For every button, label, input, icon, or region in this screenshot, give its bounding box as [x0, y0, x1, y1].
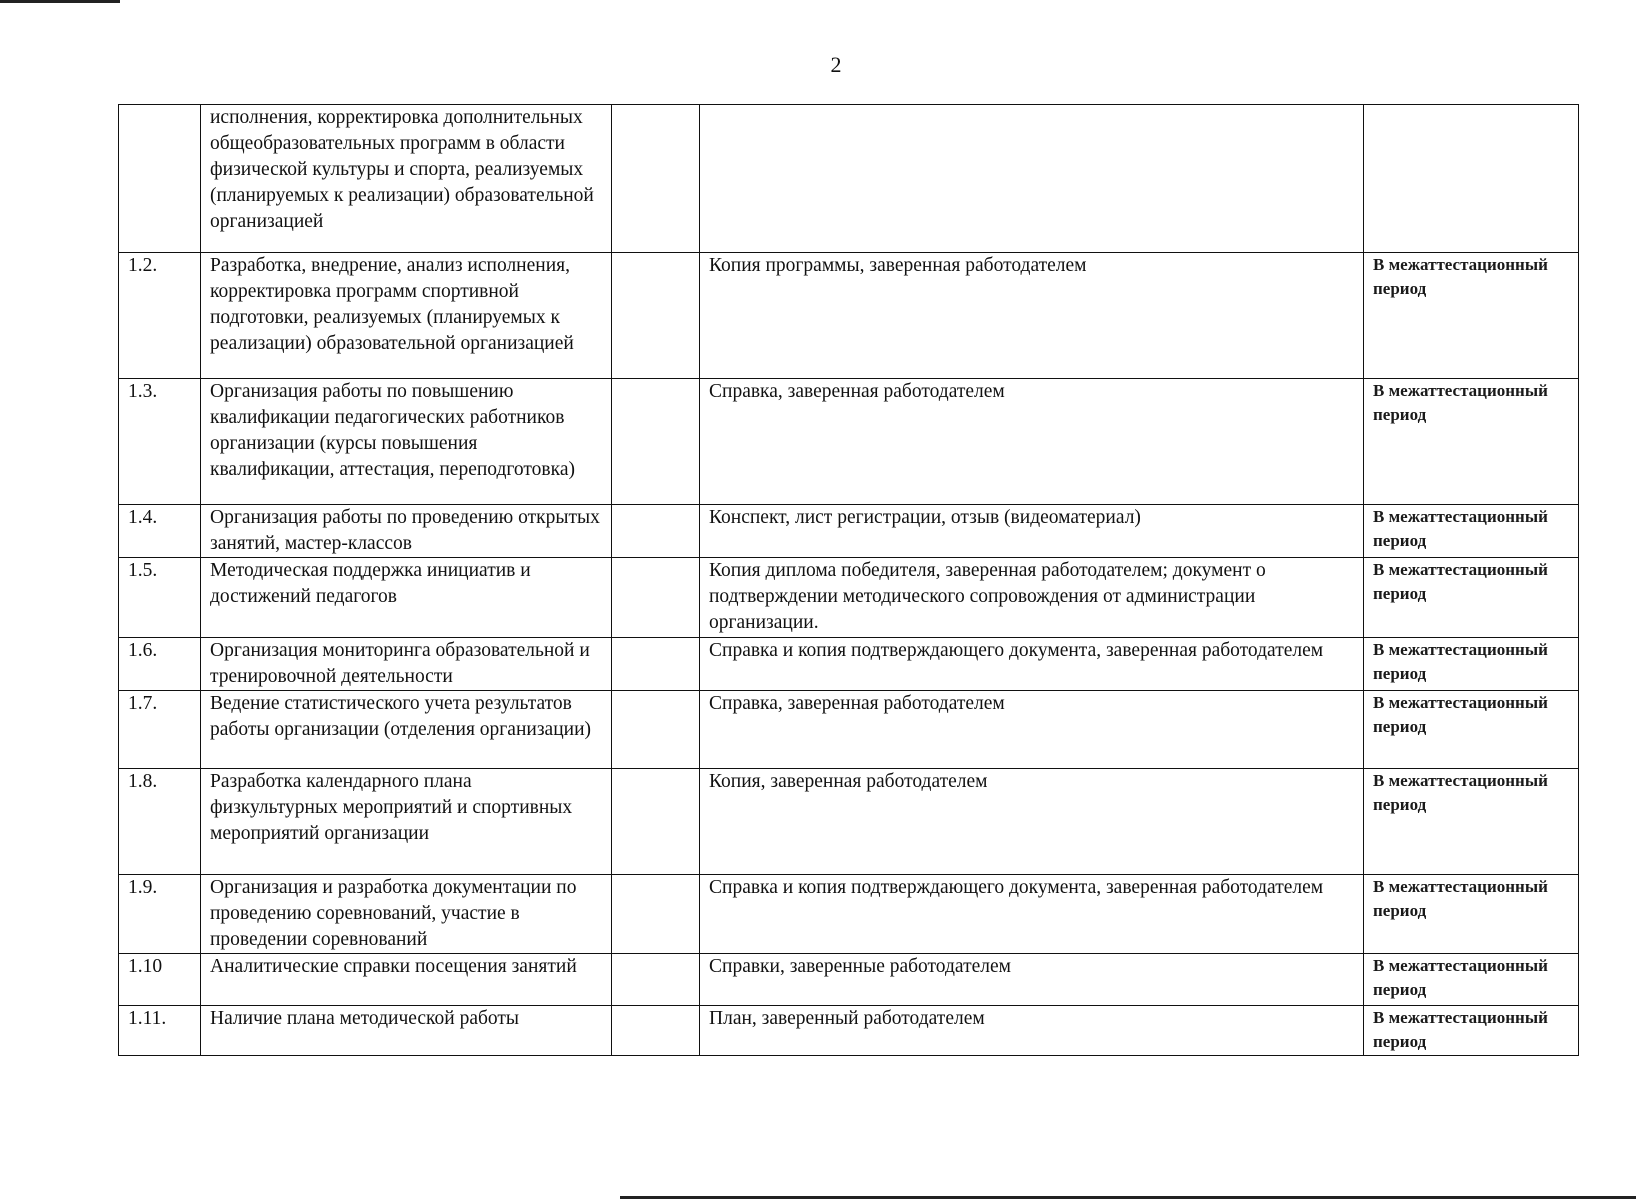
period-cell: В межаттестационный период — [1364, 875, 1579, 954]
blank-cell — [612, 105, 700, 253]
scan-edge-bottom — [620, 1196, 1636, 1199]
blank-cell — [612, 691, 700, 769]
document-cell: Справка, заверенная работодателем — [700, 379, 1364, 505]
period-cell: В межаттестационный период — [1364, 505, 1579, 558]
period-cell: В межаттестационный период — [1364, 253, 1579, 379]
criterion-cell: Разработка, внедрение, анализ исполнения, корректировка программ спортивной подготовки, реализуемых (планируемых к реализации) образовательной организацией — [201, 253, 612, 379]
document-cell: Копия программы, заверенная работодателем — [700, 253, 1364, 379]
document-cell: Справки, заверенные работодателем — [700, 954, 1364, 1006]
page-number: 2 — [830, 52, 842, 77]
document-cell: Конспект, лист регистрации, отзыв (видеоматериал) — [700, 505, 1364, 558]
table-row — [119, 769, 1579, 875]
blank-cell — [612, 875, 700, 954]
table-row — [119, 379, 1579, 505]
criterion-cell: Методическая поддержка инициатив и достижений педагогов — [201, 558, 612, 638]
period-cell — [1364, 105, 1579, 253]
period-cell: В межаттестационный период — [1364, 954, 1579, 1006]
criterion-cell: Ведение статистического учета результатов работы организации (отделения организации) — [201, 691, 612, 769]
criterion-cell: Организация работы по повышению квалификации педагогических работников организации (курсы повышения квалификации, аттестация, переподготовка) — [201, 379, 612, 505]
blank-cell — [612, 638, 700, 691]
blank-cell — [612, 954, 700, 1006]
table-row — [119, 505, 1579, 558]
criterion-cell: Аналитические справки посещения занятий — [201, 954, 612, 1006]
row-number: 1.8. — [119, 769, 201, 875]
period-cell: В межаттестационный период — [1364, 1006, 1579, 1056]
table-row — [119, 1006, 1579, 1056]
table-row — [119, 691, 1579, 769]
period-cell: В межаттестационный период — [1364, 558, 1579, 638]
row-number: 1.4. — [119, 505, 201, 558]
period-cell: В межаттестационный период — [1364, 769, 1579, 875]
blank-cell — [612, 379, 700, 505]
document-cell: Копия диплома победителя, заверенная работодателем; документ о подтверждении методического сопровождения от администрации организации. — [700, 558, 1364, 638]
criterion-cell: Разработка календарного плана физкультурных мероприятий и спортивных мероприятий организации — [201, 769, 612, 875]
row-number — [119, 105, 201, 253]
document-cell: Справка, заверенная работодателем — [700, 691, 1364, 769]
criterion-cell: Организация мониторинга образовательной и тренировочной деятельности — [201, 638, 612, 691]
row-number: 1.11. — [119, 1006, 201, 1056]
scan-edge-top — [0, 0, 120, 3]
row-number: 1.5. — [119, 558, 201, 638]
table-row — [119, 105, 1579, 253]
row-number: 1.9. — [119, 875, 201, 954]
period-cell: В межаттестационный период — [1364, 379, 1579, 505]
document-cell: Справка и копия подтверждающего документа, заверенная работодателем — [700, 638, 1364, 691]
document-cell — [700, 105, 1364, 253]
blank-cell — [612, 505, 700, 558]
row-number: 1.10 — [119, 954, 201, 1006]
table-row — [119, 638, 1579, 691]
row-number: 1.7. — [119, 691, 201, 769]
table-row — [119, 954, 1579, 1006]
criterion-cell: Организация и разработка документации по проведению соревнований, участие в проведении соревнований — [201, 875, 612, 954]
row-number: 1.2. — [119, 253, 201, 379]
row-number: 1.3. — [119, 379, 201, 505]
blank-cell — [612, 769, 700, 875]
period-cell: В межаттестационный период — [1364, 638, 1579, 691]
table-row — [119, 875, 1579, 954]
blank-cell — [612, 1006, 700, 1056]
document-cell: Справка и копия подтверждающего документа, заверенная работодателем — [700, 875, 1364, 954]
criterion-cell: Организация работы по проведению открытых занятий, мастер-классов — [201, 505, 612, 558]
criteria-table — [118, 104, 1579, 1056]
table-row — [119, 558, 1579, 638]
period-cell: В межаттестационный период — [1364, 691, 1579, 769]
document-cell: План, заверенный работодателем — [700, 1006, 1364, 1056]
table-row — [119, 253, 1579, 379]
row-number: 1.6. — [119, 638, 201, 691]
blank-cell — [612, 253, 700, 379]
document-cell: Копия, заверенная работодателем — [700, 769, 1364, 875]
criterion-cell: Наличие плана методической работы — [201, 1006, 612, 1056]
blank-cell — [612, 558, 700, 638]
criterion-cell: исполнения, корректировка дополнительных общеобразовательных программ в области физической культуры и спорта, реализуемых (планируемых к реализации) образовательной организацией — [201, 105, 612, 253]
